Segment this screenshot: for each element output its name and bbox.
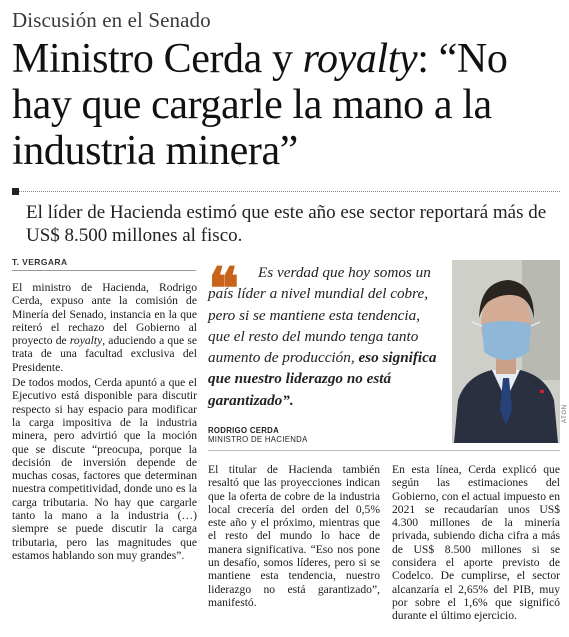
headline-part-2: : “No hay que cargarle la mano a la industria minera”: [12, 36, 508, 174]
dotted-divider: [12, 191, 560, 192]
quote-attribution-name: RODRIGO CERDA: [208, 426, 280, 435]
byline-rule: [12, 270, 196, 271]
quote-bold: eso significa que nuestro liderazgo no está garantizado”.: [208, 349, 437, 409]
deck: El líder de Hacienda estimó que este año ese sector reportará más de US$ 8.500 millones al fisco.: [26, 202, 547, 246]
quote-italic: Es verdad que hoy somos un país líder a nivel mundial del cobre, pero si se mantiene esta tendencia, que el resto del mundo tenga tanto aumento de producción,: [208, 264, 431, 367]
article-column-1: [12, 281, 197, 562]
headline: [12, 36, 560, 174]
article-column-3: [392, 463, 560, 623]
attribution-rule: [208, 450, 560, 451]
photo-credit: ATON: [562, 404, 568, 423]
quote-text: [208, 255, 444, 411]
headline-part-1: Ministro Cerda y: [12, 36, 303, 82]
quote-mark-icon: ❝: [208, 255, 240, 323]
paragraph-1-text-b: , aduciendo a que se trata de una facultad exclusiva del Presidente.: [12, 334, 197, 374]
headline-italic: royalty: [302, 36, 418, 82]
paragraph-1: [12, 281, 197, 374]
portrait-photo: [452, 260, 560, 443]
column-2-paragraph: El titular de Hacienda también resaltó que las proyecciones indican que la oferta de cobre de la industria local crecería del orden del 0,5% este año y el próximo, mientras que el resto del mundo lo hace de manera significativa. “Eso nos pone un desafío, somos líderes, pero si se mantiene esta tendencia, nuestro liderazgo no está garantizado”, manifestó.: [208, 463, 380, 609]
paragraph-1-text-a: El ministro de Hacienda, Rodrigo Cerda, expuso ante la comisión de Minería del Senado, instancia en la que reiteró el rechazo del Gobierno al proyecto de: [12, 281, 197, 348]
section-kicker: Discusión en el Senado: [12, 8, 211, 32]
divider-square-icon: [12, 188, 19, 195]
column-3-paragraph: En esta línea, Cerda explicó que según las estimaciones del Gobierno, con el actual impuesto en 2021 se recaudarían unos US$ 4.300 millones de la minería privada, subiendo dicha cifra a más de US$ 8.500 millones si se considera el aporte previsto de Codelco. De cumplirse, el sector alcanzaría el 2,65% del PIB, muy por sobre el 1,6% que significó durante el último ejercicio.: [392, 463, 560, 623]
portrait-illustration: [452, 260, 560, 443]
quote-attribution: [208, 426, 308, 444]
quote-attribution-role: MINISTRO DE HACIENDA: [208, 435, 308, 444]
paragraph-2: De todos modos, Cerda apuntó a que el Ejecutivo está disponible para discutir respecto si hay espacio para modificar la carga impositiva de la industria minera, pero advirtió que la moción que se discute “preocupa, porque la decisión de inversión depende de muchas cosas, factores que determinan nuestra competitividad, donde uno es la carga tributaria. No hay que cargarle tanto la mano a la industria (…) siempre se puede discutir la carga tributaria, pero las magnitudes que estamos hablando son muy grandes”.: [12, 376, 197, 562]
paragraph-1-italic: royalty: [69, 334, 103, 348]
article-column-2: [208, 463, 380, 609]
byline: T. VERGARA: [12, 257, 68, 267]
